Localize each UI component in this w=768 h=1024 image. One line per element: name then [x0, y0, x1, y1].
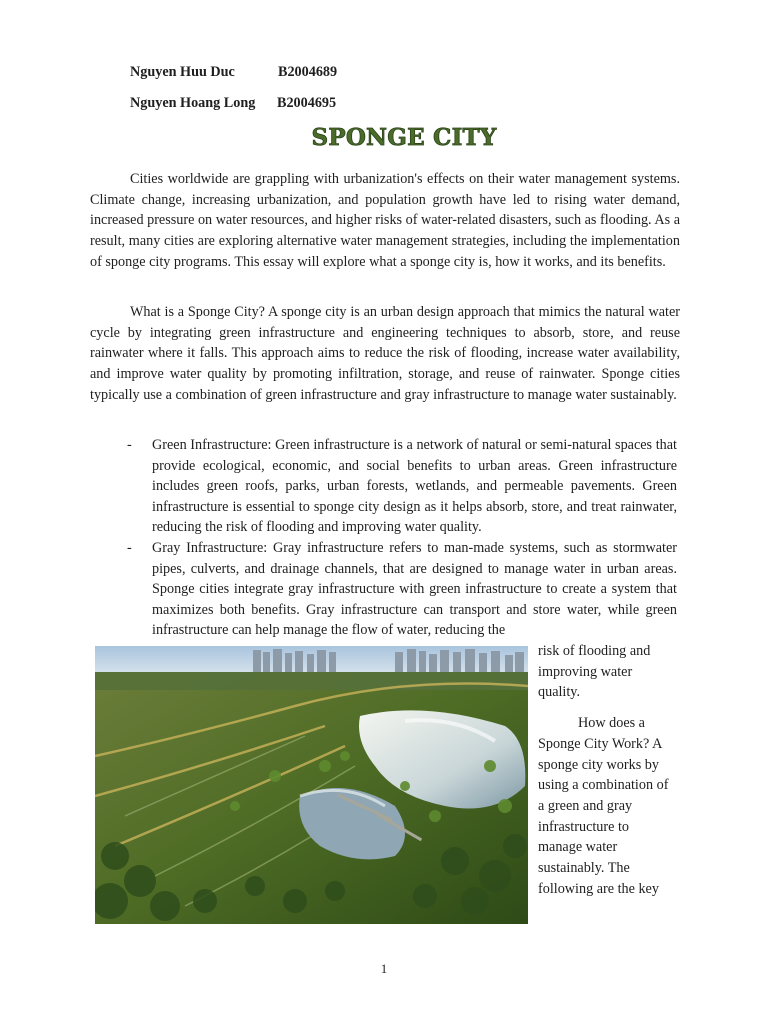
text-line: quality.	[538, 684, 581, 701]
bullet-marker: -	[127, 540, 132, 556]
bullet-marker: -	[127, 437, 132, 453]
paragraph-gap	[538, 703, 683, 713]
text-line: Sponge City Work? A	[538, 735, 663, 752]
paragraph-text: What is a Sponge City? A sponge city is an urban design approach that mimics the natural water cycle by integrating green infrastructure and engineering techniques to absorb, store, and reuse rainwater where it falls. This approach aims to reduce the risk of flooding, increase water availability, and improve water quality by promoting infiltration, storage, and reuse of rainwater. Sponge cities typically use a combination of green infrastructure and gray infrastructure to manage water sustainably.	[90, 304, 680, 403]
author-row	[130, 64, 337, 95]
paragraph-intro	[90, 169, 680, 273]
text-line-content: How does a	[578, 715, 645, 732]
bullet-text: Gray Infrastructure: Gray infrastructure refers to man-made systems, such as stormwater pipes, culverts, and drainage channels, that are designed to manage water in urban areas. Sponge cities integrate gray infrastructure with green infrastructure to create a system that maximizes both benefits. Gray infrastructure can transport and store water, while green infrastructure can help manage the flow of water, reducing the	[152, 540, 677, 639]
sponge-city-aerial-photo	[95, 646, 528, 924]
text-line: manage water	[538, 839, 618, 856]
page-number: 1	[380, 961, 388, 976]
author-id: B2004689	[278, 64, 338, 80]
text-line: sustainably. The	[538, 860, 630, 877]
author-name: Nguyen Huu Duc	[130, 64, 235, 80]
author-block	[130, 64, 337, 126]
paragraph-text: Cities worldwide are grappling with urbanization's effects on their water management systems. Climate change, increasing urbanization, and population growth have led to rising water demand, increased pressure on water resources, and higher risks of water-related disasters, such as flooding. As a result, many cities are exploring alternative water management strategies, including the implementation of sponge city programs. This essay will explore what a sponge city is, how it works, and its benefits.	[90, 171, 680, 270]
paragraph-definition	[90, 302, 680, 406]
bullet-text: Green Infrastructure: Green infrastructure is a network of natural or semi-natural spaces that provide ecological, economic, and social benefits to urban areas. Green infrastructure includes green roofs, parks, urban forests, wetlands, and permeable pavements. Green infrastructure is essential to sponge city design as it helps absorb, store, and treat rainwater, reducing the risk of flooding and improving water quality.	[152, 437, 677, 536]
bullet-item-gray-infrastructure	[127, 538, 677, 641]
text-line: improving water	[538, 663, 633, 680]
document-title: SPONGE CITY	[311, 124, 497, 151]
text-line: following are the key	[538, 880, 659, 897]
text-line	[538, 713, 683, 734]
text-line: infrastructure to	[538, 818, 629, 835]
author-name: Nguyen Hoang Long	[130, 95, 256, 111]
bullet-item-green-infrastructure	[127, 435, 677, 538]
wrapped-text-column	[538, 641, 683, 899]
author-row	[130, 95, 337, 126]
author-id: B2004695	[277, 95, 337, 111]
text-line: a green and gray	[538, 797, 633, 814]
text-line: sponge city works by	[538, 756, 659, 773]
text-line: using a combination of	[538, 777, 669, 794]
text-line: risk of flooding and	[538, 643, 651, 659]
